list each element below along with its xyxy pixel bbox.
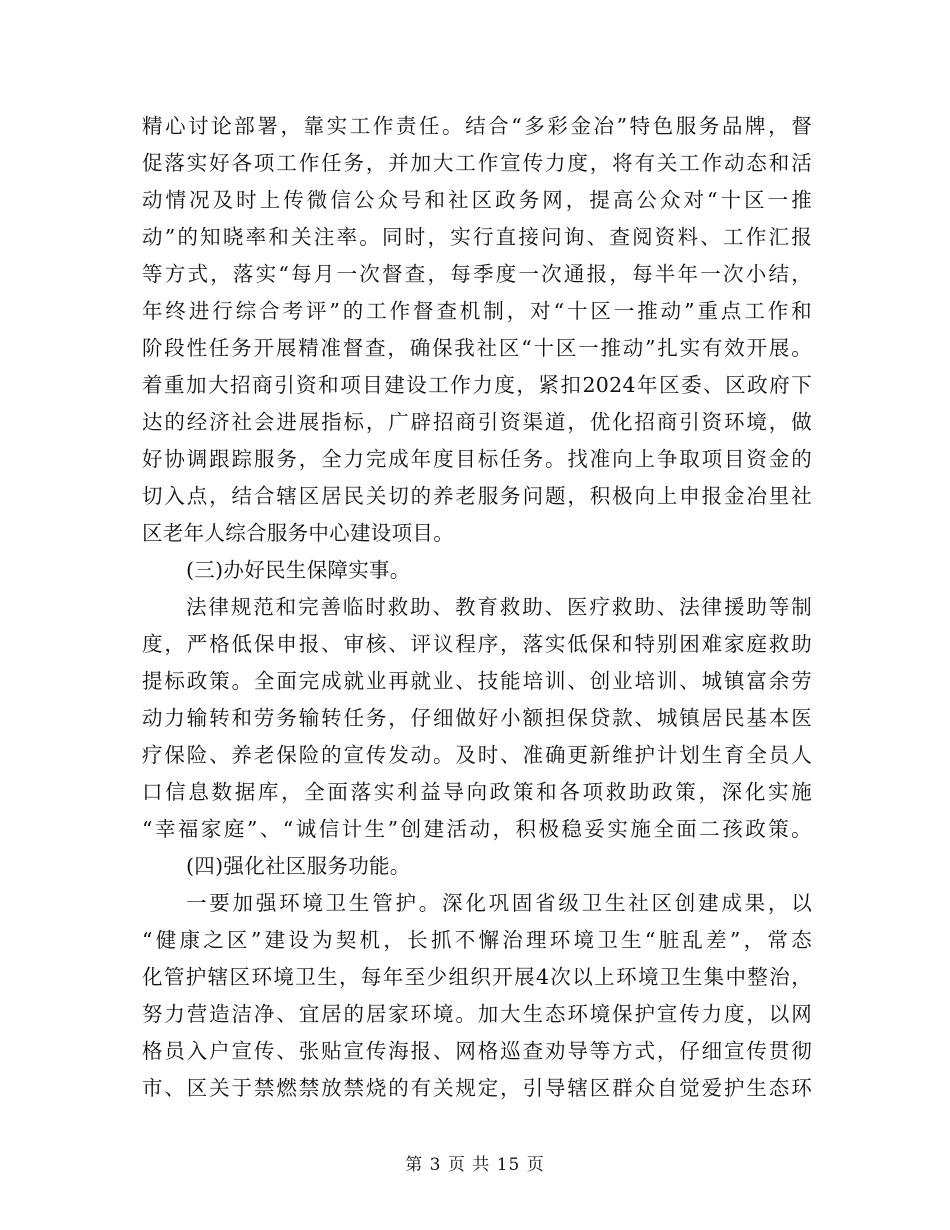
- body-text-line: 动情况及时上传微信公众号和社区政务网，提高公众对“十区一推: [142, 188, 812, 212]
- body-text-line: 切入点，结合辖区居民关切的养老服务问题，积极向上申报金冶里社: [142, 484, 812, 508]
- body-text-line: 度，严格低保申报、审核、评议程序，落实低保和特别困难家庭救助: [142, 632, 812, 656]
- body-text-line: 动”的知晓率和关注率。同时，实行直接问询、查阅资料、工作汇报: [142, 225, 812, 249]
- body-text-line: 精心讨论部署，靠实工作责任。结合“多彩金冶”特色服务品牌，督: [142, 114, 812, 138]
- body-text-line: “健康之区”建设为契机，长抓不懈治理环境卫生“脏乱差”，常态: [142, 928, 812, 952]
- body-text-line: “幸福家庭”、“诚信计生”创建活动，积极稳妥实施全面二孩政策。: [142, 817, 812, 841]
- body-text-line: 着重加大招商引资和项目建设工作力度，紧扣2024年区委、区政府下: [142, 373, 812, 397]
- body-text-line: 疗保险、养老保险的宣传发动。及时、准确更新维护计划生育全员人: [142, 743, 812, 767]
- body-text-line: 促落实好各项工作任务，并加大工作宣传力度，将有关工作动态和活: [142, 151, 812, 175]
- section-heading: (三)办好民生保障实事。: [186, 558, 411, 582]
- body-text-line: 区老年人综合服务中心建设项目。: [142, 521, 454, 545]
- page-number-footer: 第 3 页 共 15 页: [405, 1155, 545, 1175]
- section-heading: (四)强化社区服务功能。: [186, 854, 411, 878]
- body-text-line: 动力输转和劳务输转任务，仔细做好小额担保贷款、城镇居民基本医: [142, 706, 812, 730]
- body-text-line: 达的经济社会进展指标，广辟招商引资渠道，优化招商引资环境，做: [142, 410, 812, 434]
- body-text-line: 提标政策。全面完成就业再就业、技能培训、创业培训、城镇富余劳: [142, 669, 812, 693]
- body-text-line: 阶段性任务开展精准督查，确保我社区“十区一推动”扎实有效开展。: [142, 336, 812, 360]
- body-text-line: 口信息数据库，全面落实利益导向政策和各项救助政策，深化实施: [142, 780, 812, 804]
- body-text-line: 努力营造洁净、宜居的居家环境。加大生态环境保护宣传力度，以网: [142, 1002, 812, 1026]
- body-text-line: 年终进行综合考评”的工作督查机制，对“十区一推动”重点工作和: [142, 299, 812, 323]
- body-text-line: 法律规范和完善临时救助、教育救助、医疗救助、法律援助等制: [186, 595, 812, 619]
- body-text-line: 化管护辖区环境卫生，每年至少组织开展4次以上环境卫生集中整治，: [142, 965, 812, 989]
- body-text-line: 好协调跟踪服务，全力完成年度目标任务。找准向上争取项目资金的: [142, 447, 812, 471]
- body-text-line: 等方式，落实“每月一次督查，每季度一次通报，每半年一次小结，: [142, 262, 812, 286]
- body-text-line: 一要加强环境卫生管护。深化巩固省级卫生社区创建成果，以: [186, 891, 812, 915]
- body-text-line: 市、区关于禁燃禁放禁烧的有关规定，引导辖区群众自觉爱护生态环: [142, 1076, 812, 1100]
- body-text-line: 格员入户宣传、张贴宣传海报、网格巡查劝导等方式，仔细宣传贯彻: [142, 1039, 812, 1063]
